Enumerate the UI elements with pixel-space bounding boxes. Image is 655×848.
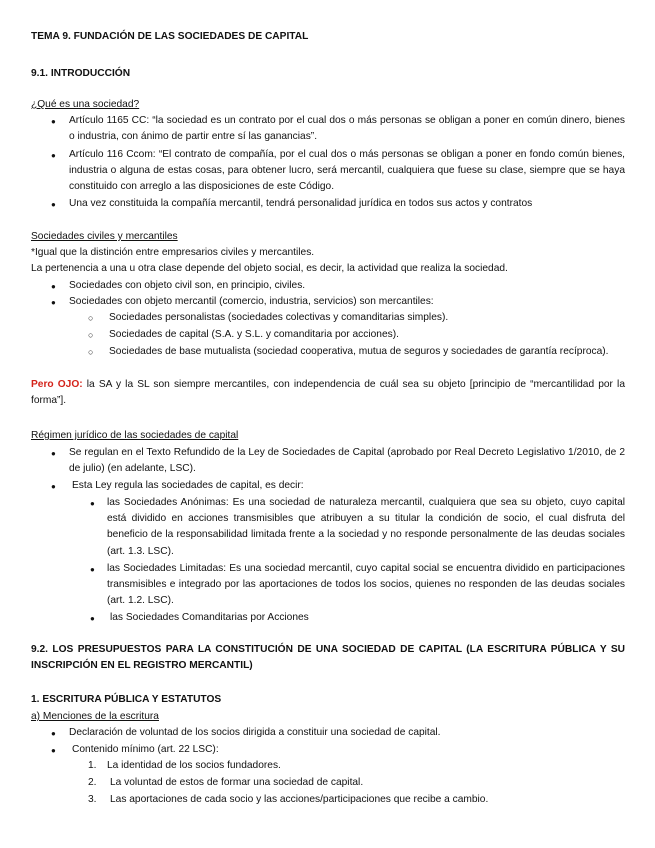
bullet-dot: ● — [51, 200, 56, 209]
bullet-dot: ● — [51, 449, 56, 458]
subheading-civiles-mercantiles: Sociedades civiles y mercantiles — [31, 231, 178, 242]
document-title: TEMA 9. FUNDACIÓN DE LAS SOCIEDADES DE CAPITAL — [31, 31, 309, 42]
subheading-escritura-estatutos: 1. ESCRITURA PÚBLICA Y ESTATUTOS — [31, 694, 222, 705]
ojo-paragraph — [31, 377, 625, 409]
subheading-menciones-escritura: a) Menciones de la escritura — [31, 711, 159, 722]
bullet-dot: ● — [90, 565, 95, 574]
bullet-dot: ● — [51, 151, 56, 160]
bullet-dot: ● — [51, 729, 56, 738]
circle-bullet: ○ — [88, 347, 94, 357]
sub-bullet-text: las Sociedades Limitadas: Es una sociedad mercantil, cuyo capital social se encuentra dividido en participaciones transmisibles e integrado por las aportaciones de todos los socios, quienes no responden de las deudas sociales (art. 1.2. LSC). — [107, 563, 625, 607]
section-heading-presupuestos: 9.2. LOS PRESUPUESTOS PARA LA CONSTITUCIÓN DE UNA SOCIEDAD DE CAPITAL (LA ESCRITURA PÚBLICA Y SU INSCRIPCIÓN EN EL REGISTRO MERCANTIL) — [31, 644, 625, 672]
section-heading-introduccion: 9.1. INTRODUCCIÓN — [31, 68, 131, 79]
list-item-text: La identidad de los socios fundadores. — [107, 760, 281, 771]
sub-bullet-text: las Sociedades Anónimas: Es una sociedad de naturaleza mercantil, cualquiera que sea su objeto, cuyo capital está dividido en acciones transmisibles que atribuyen a su titular la condición de socio, el cual disfruta del beneficio de la responsabilidad limitada frente a la sociedad y no responde personalmente de las deudas sociales (art. 1.3. LSC). — [107, 497, 625, 557]
list-number: 3. — [88, 794, 97, 805]
sub-bullet-text: Sociedades de base mutualista (sociedad cooperativa, mutua de seguros y sociedades de garantía recíproca). — [109, 346, 609, 357]
list-item-text: La voluntad de estos de formar una sociedad de capital. — [110, 777, 364, 788]
paragraph-line: La pertenencia a una u otra clase depende del objeto social, es decir, la actividad que realiza la sociedad. — [31, 263, 508, 274]
subheading-que-es-sociedad: ¿Qué es una sociedad? — [31, 99, 140, 110]
bullet-text: Artículo 1165 CC: “la sociedad es un contrato por el cual dos o más personas se obligan a poner en común dinero, bienes o industria, con ánimo de partir entre sí las ganancias”. — [69, 115, 625, 143]
bullet-text: Declaración de voluntad de los socios dirigida a constituir una sociedad de capital. — [69, 727, 441, 738]
subheading-regimen-juridico: Régimen jurídico de las sociedades de capital — [31, 430, 239, 441]
circle-bullet: ○ — [88, 313, 94, 323]
sub-bullet-text: Sociedades personalistas (sociedades colectivas y comanditarias simples). — [109, 312, 449, 323]
bullet-dot: ● — [51, 482, 56, 491]
bullet-text: Sociedades con objeto mercantil (comercio, industria, servicios) son mercantiles: — [69, 296, 434, 307]
list-number: 1. — [88, 760, 97, 771]
paragraph-line: *Igual que la distinción entre empresarios civiles y mercantiles. — [31, 247, 315, 258]
bullet-text: Artículo 116 Ccom: “El contrato de compañía, por el cual dos o más personas se obligan a poner en fondo común bienes, industria o alguna de estas cosas, para obtener lucro, será mercantil, cualquiera que fuese su clase, siempre que se haya constituido con arreglo a las disposiciones de este Código. — [69, 149, 625, 193]
bullet-text: Una vez constituida la compañía mercantil, tendrá personalidad jurídica en todos sus actos y contratos — [69, 198, 533, 209]
ojo-label: Pero OJO: — [31, 379, 83, 390]
bullet-dot: ● — [90, 499, 95, 508]
bullet-dot: ● — [51, 282, 56, 291]
bullet-dot: ● — [51, 746, 56, 755]
bullet-dot: ● — [90, 614, 95, 623]
bullet-text: Sociedades con objeto civil son, en principio, civiles. — [69, 280, 306, 291]
bullet-text: Contenido mínimo (art. 22 LSC): — [72, 744, 219, 755]
ojo-text: la SA y la SL son siempre mercantiles, con independencia de cuál sea su objeto [principio de “mercantilidad por la forma”]. — [31, 379, 625, 407]
bullet-text: Se regulan en el Texto Refundido de la Ley de Sociedades de Capital (aprobado por Real Decreto Legislativo 1/2010, de 2 de julio) (en adelante, LSC). — [69, 447, 625, 475]
sub-bullet-text: Sociedades de capital (S.A. y S.L. y comanditaria por acciones). — [109, 329, 399, 340]
bullet-text: Esta Ley regula las sociedades de capital, es decir: — [72, 480, 304, 491]
sub-bullet-text: las Sociedades Comanditarias por Acciones — [110, 612, 309, 623]
bullet-dot: ● — [51, 298, 56, 307]
list-number: 2. — [88, 777, 97, 788]
list-item-text: Las aportaciones de cada socio y las acciones/participaciones que recibe a cambio. — [110, 794, 489, 805]
circle-bullet: ○ — [88, 330, 94, 340]
bullet-dot: ● — [51, 117, 56, 126]
